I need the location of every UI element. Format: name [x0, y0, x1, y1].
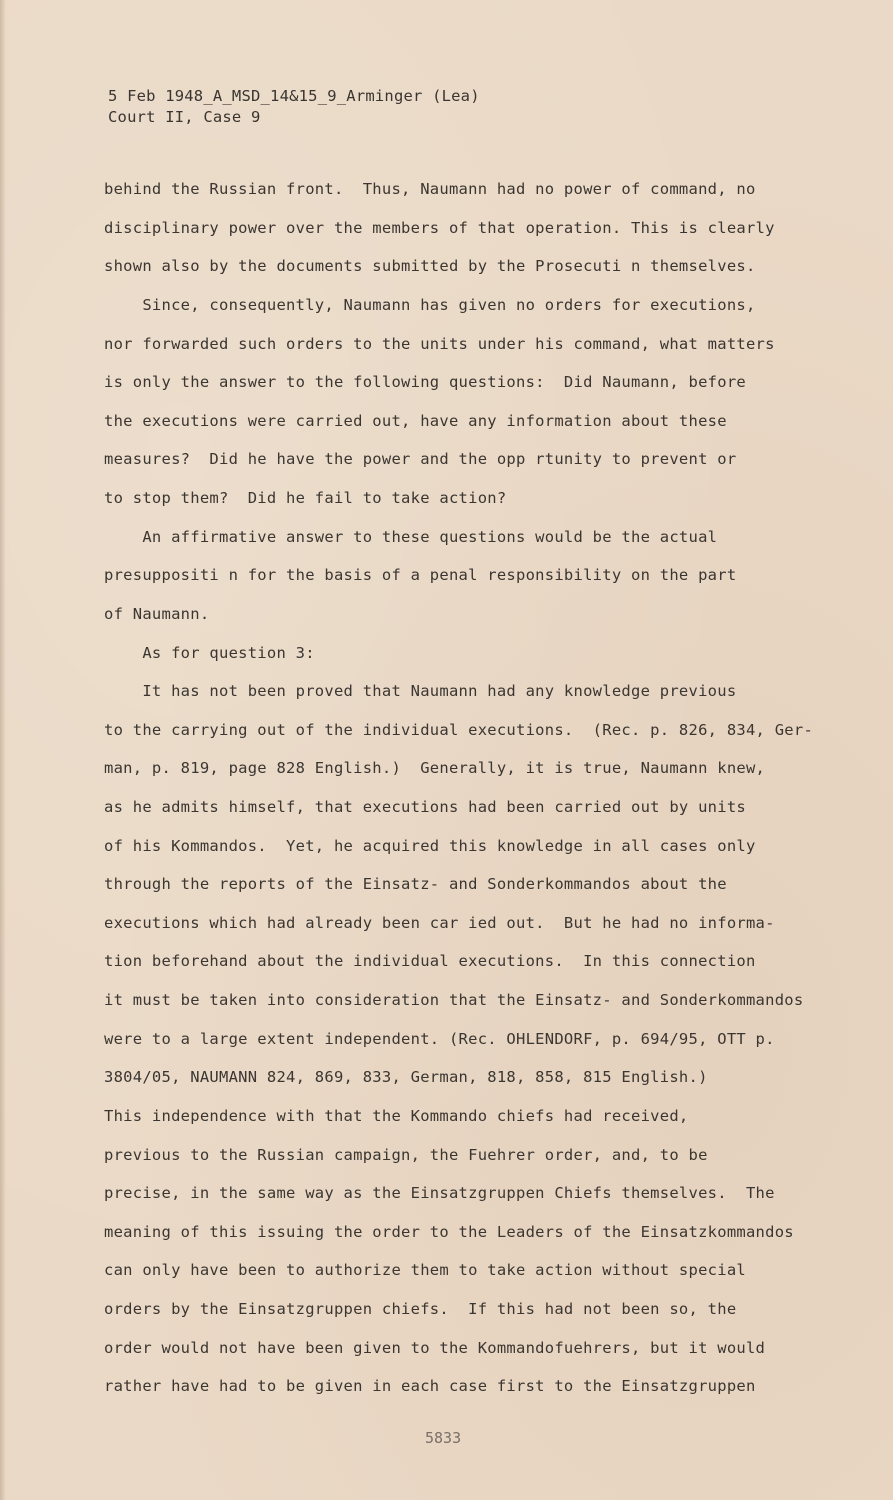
text-line: nor forwarded such orders to the units under his command, what matters	[104, 335, 775, 353]
page-edge-shadow	[0, 0, 6, 1500]
text-line: rather have had to be given in each case first to the Einsatzgruppen	[104, 1377, 756, 1395]
text-line: behind the Russian front. Thus, Naumann had no power of command, no	[104, 180, 756, 198]
text-line: An affirmative answer to these questions would be the actual	[104, 528, 718, 546]
text-line: is only the answer to the following questions: Did Naumann, before	[104, 373, 746, 391]
text-line: through the reports of the Einsatz- and Sonderkommandos about the	[104, 875, 727, 893]
text-line: of Naumann.	[104, 605, 210, 623]
text-line: This independence with that the Kommando chiefs had received,	[104, 1107, 689, 1125]
text-line: Since, consequently, Naumann has given no orders for executions,	[104, 296, 756, 314]
text-line: disciplinary power over the members of that operation. This is clearly	[104, 219, 775, 237]
text-line: order would not have been given to the Kommandofuehrers, but it would	[104, 1339, 766, 1357]
text-line: As for question 3:	[104, 644, 315, 662]
text-line: can only have been to authorize them to take action without special	[104, 1261, 746, 1279]
text-line: to the carrying out of the individual executions. (Rec. p. 826, 834, Ger-	[104, 721, 814, 739]
text-line: it must be taken into consideration that the Einsatz- and Sonderkommandos	[104, 991, 804, 1009]
text-line: measures? Did he have the power and the opp rtunity to prevent or	[104, 450, 737, 468]
text-line: It has not been proved that Naumann had any knowledge previous	[104, 682, 737, 700]
text-line: shown also by the documents submitted by the Prosecuti n themselves.	[104, 257, 756, 275]
header-line-date-reference: 5 Feb 1948_A_MSD_14&15_9_Arminger (Lea)	[108, 87, 480, 105]
text-line: were to a large extent independent. (Rec. OHLENDORF, p. 694/95, OTT p.	[104, 1030, 775, 1048]
text-line: previous to the Russian campaign, the Fuehrer order, and, to be	[104, 1146, 708, 1164]
text-line: the executions were carried out, have any information about these	[104, 412, 727, 430]
text-line: meaning of this issuing the order to the Leaders of the Einsatzkommandos	[104, 1223, 794, 1241]
text-line: of his Kommandos. Yet, he acquired this knowledge in all cases only	[104, 837, 756, 855]
text-line: precise, in the same way as the Einsatzgruppen Chiefs themselves. The	[104, 1184, 775, 1202]
page-number: 5833	[425, 1429, 462, 1447]
text-line: orders by the Einsatzgruppen chiefs. If this had not been so, the	[104, 1300, 737, 1318]
document-header	[108, 86, 480, 128]
header-line-court-case: Court II, Case 9	[108, 108, 261, 126]
text-line: presuppositi n for the basis of a penal responsibility on the part	[104, 566, 737, 584]
text-line: man, p. 819, page 828 English.) Generally, it is true, Naumann knew,	[104, 759, 766, 777]
text-line: 3804/05, NAUMANN 824, 869, 833, German, 818, 858, 815 English.)	[104, 1068, 708, 1086]
text-line: tion beforehand about the individual executions. In this connection	[104, 952, 756, 970]
text-line: executions which had already been car ied out. But he had no informa-	[104, 914, 775, 932]
text-line: as he admits himself, that executions had been carried out by units	[104, 798, 746, 816]
text-line: to stop them? Did he fail to take action?	[104, 489, 507, 507]
